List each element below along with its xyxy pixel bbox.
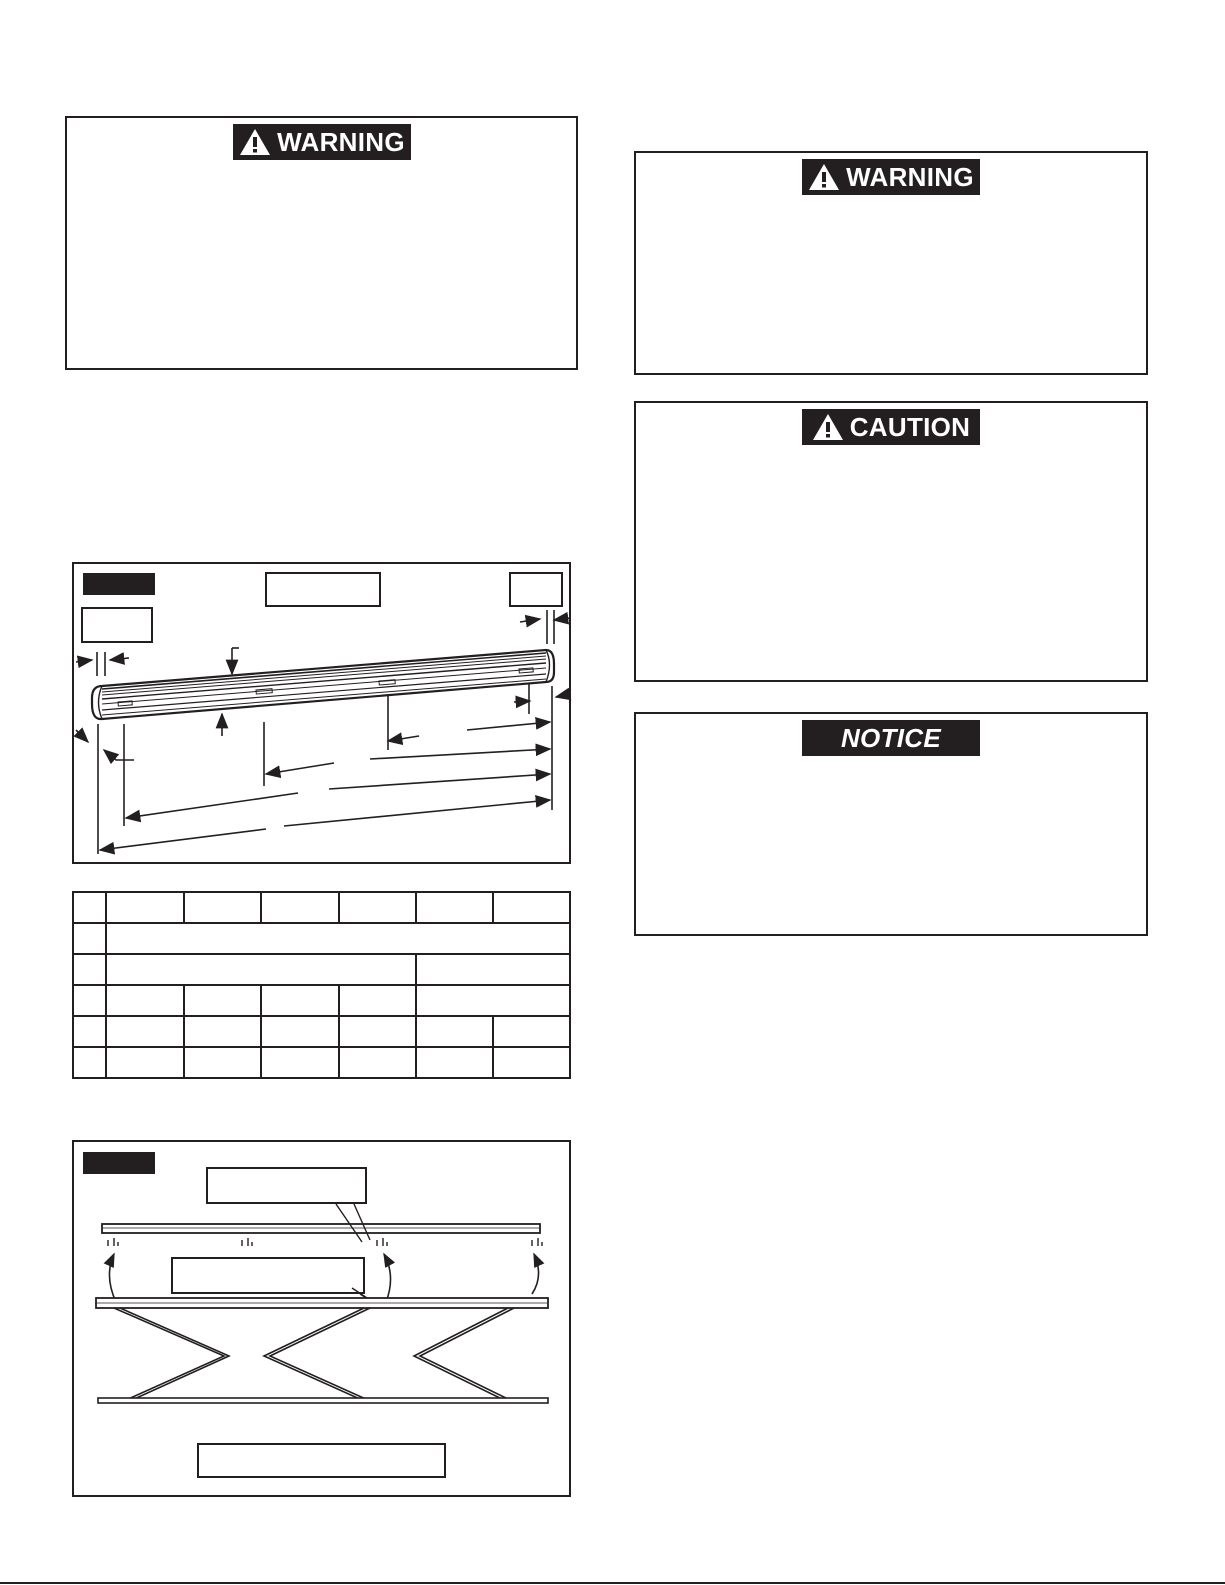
top-rail (102, 1224, 540, 1233)
warning-signal-right (802, 159, 980, 195)
table-cell (106, 954, 416, 985)
warning-triangle-icon (812, 413, 844, 441)
warning-label-left: WARNING (277, 126, 405, 157)
table-cell (184, 892, 262, 923)
spec-table (72, 891, 571, 1079)
table-cell (416, 892, 494, 923)
warning-panel-right (634, 151, 1148, 375)
page-bottom-rule (0, 1582, 1225, 1584)
table-cell (416, 985, 570, 1016)
table-row (73, 985, 570, 1016)
screw-marks (108, 1238, 542, 1246)
table-cell (106, 892, 184, 923)
table-row (73, 923, 570, 954)
scissor-arms (114, 1308, 514, 1400)
caution-signal (802, 409, 980, 445)
table-cell (416, 954, 570, 985)
dimension-lines (76, 610, 570, 854)
rail-drawing (74, 564, 573, 866)
table-cell (106, 1047, 184, 1078)
table-cell (339, 892, 416, 923)
table-cell (416, 1016, 494, 1047)
table-cell (73, 923, 106, 954)
warning-panel-left (65, 116, 578, 370)
table-cell (339, 1016, 416, 1047)
table-cell (416, 1047, 494, 1078)
table-row (73, 954, 570, 985)
table-cell (106, 923, 570, 954)
table-cell (261, 1047, 339, 1078)
table-cell (184, 1047, 262, 1078)
table-cell (106, 985, 184, 1016)
table-cell (73, 954, 106, 985)
figure-scissor-assembly (72, 1140, 571, 1497)
table-cell (493, 892, 570, 923)
notice-label: NOTICE (840, 722, 942, 753)
notice-signal (802, 720, 980, 756)
table-cell (73, 892, 106, 923)
figure-rail-dimensions (72, 562, 571, 864)
table-cell (184, 985, 262, 1016)
table-cell (106, 1016, 184, 1047)
table-cell (73, 985, 106, 1016)
table-row (73, 892, 570, 923)
warning-label-right: WARNING (846, 161, 974, 192)
caution-label: CAUTION (849, 411, 971, 442)
table-cell (261, 892, 339, 923)
bottom-rail (98, 1398, 548, 1403)
caution-panel (634, 401, 1148, 682)
table-cell (261, 1016, 339, 1047)
notice-panel (634, 712, 1148, 936)
warning-triangle-icon (239, 128, 271, 156)
table-row (73, 1016, 570, 1047)
warning-signal-left (233, 124, 411, 160)
table-cell (339, 1047, 416, 1078)
table-cell (73, 1016, 106, 1047)
table-cell (493, 1047, 570, 1078)
rail-body (92, 650, 554, 719)
table-cell (184, 1016, 262, 1047)
table-row (73, 1047, 570, 1078)
warning-triangle-icon (808, 163, 840, 191)
table-cell (493, 1016, 570, 1047)
table-cell (261, 985, 339, 1016)
table-cell (73, 1047, 106, 1078)
scissor-drawing (74, 1142, 573, 1499)
table-cell (339, 985, 416, 1016)
